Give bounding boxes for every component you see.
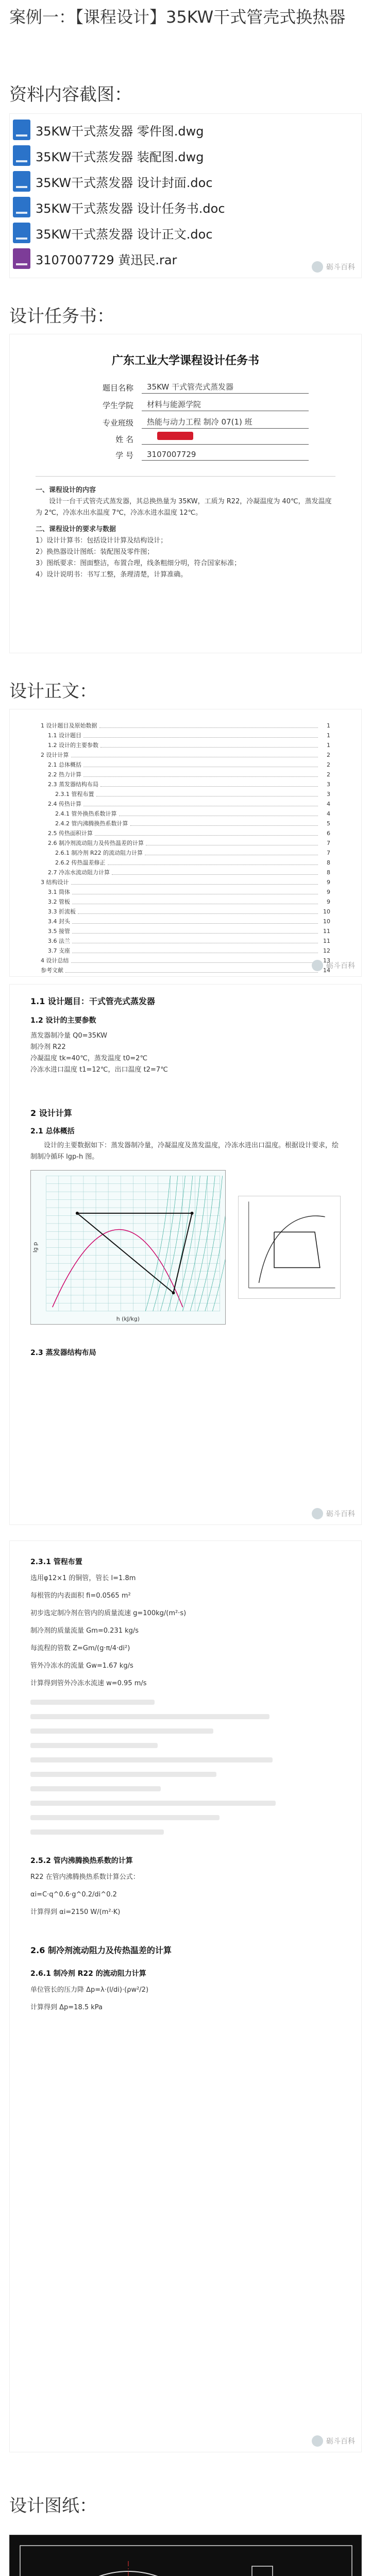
toc-leader	[95, 828, 318, 836]
watermark: 砺斗百科	[312, 261, 355, 273]
file-item[interactable]	[13, 143, 361, 168]
task-document	[9, 334, 362, 653]
file-item[interactable]	[13, 246, 361, 272]
toc-entry[interactable]	[41, 819, 330, 828]
toc-leader	[130, 819, 318, 826]
toc-leader	[83, 760, 318, 767]
task-doc-title: 广东工业大学课程设计任务书	[111, 354, 259, 367]
page-title: 案例一：【课程设计】35KW干式管壳式换热器	[9, 7, 346, 27]
toc-leader	[108, 858, 318, 865]
section-heading-files: 资料内容截图：	[9, 84, 132, 105]
file-item[interactable]	[13, 117, 361, 143]
toc-page-number: 9	[327, 899, 330, 905]
file-name: 35KW干式蒸发器 设计任务书.doc	[36, 201, 225, 216]
cycle-point	[191, 1212, 194, 1215]
toc-page-number: 11	[323, 938, 330, 944]
toc-page-number: 8	[327, 859, 330, 866]
cycle-line	[77, 1213, 192, 1293]
toc-entry-title: 2.3.1 管程布置	[55, 791, 94, 798]
toc-entry[interactable]	[41, 956, 330, 965]
toc-page-number: 5	[327, 820, 330, 827]
toc-page-number: 2	[327, 771, 330, 778]
toc-leader	[96, 789, 318, 796]
toc-entry-title: 3.3 折流板	[48, 908, 76, 915]
formula-line	[30, 1743, 158, 1748]
toc-page	[9, 709, 362, 977]
heading-1-1: 1.1 设计题目：干式管壳式蒸发器	[30, 996, 155, 1006]
toc-entry-title: 1 设计题目及原始数据	[41, 722, 97, 729]
calc-line: 计算得到 Δp=18.5 kPa	[30, 2004, 103, 2011]
toc-page-number: 10	[323, 918, 330, 925]
toc-page-number: 4	[327, 810, 330, 817]
toc-entry-title: 2.4.2 管内沸腾换热系数计算	[55, 820, 128, 827]
toc-entry-title: 1.2 设计的主要参数	[48, 742, 98, 749]
toc-page-number: 13	[323, 957, 330, 964]
toc-entry[interactable]	[41, 760, 330, 770]
toc-leader	[119, 809, 318, 816]
toc-entry[interactable]	[41, 740, 330, 750]
toc-leader	[112, 868, 318, 875]
formula-line	[30, 1801, 276, 1806]
file-item[interactable]	[13, 220, 361, 246]
saturation-curve	[53, 1230, 183, 1308]
doc-file-icon	[13, 223, 30, 243]
toc-entry[interactable]	[41, 721, 330, 731]
file-list-panel	[9, 113, 362, 278]
toc-page-number: 10	[323, 908, 330, 915]
toc-entry-title: 3.6 法兰	[48, 938, 70, 944]
toc-entry[interactable]	[41, 858, 330, 868]
section-heading-body: 设计正文：	[9, 681, 97, 702]
watermark-logo-icon	[312, 261, 323, 273]
toc-page-number: 8	[327, 869, 330, 876]
toc-entry[interactable]	[41, 770, 330, 779]
toc-entry[interactable]	[41, 877, 330, 887]
form-row: 姓 名	[82, 434, 309, 445]
cad-drawing-1	[9, 2535, 362, 2576]
toc-entry-title: 2.6.2 传热温差修正	[55, 859, 106, 866]
toc-page-number: 9	[327, 879, 330, 886]
calc-line: 计算得到管外冷冻水流速 w=0.95 m/s	[30, 1680, 147, 1687]
toc-page-number: 1	[327, 742, 330, 749]
toc-leader	[83, 770, 318, 777]
toc-entry-title: 2.5 传热面积计算	[48, 830, 93, 837]
param-line: 制冷剂 R22	[30, 1043, 66, 1051]
toc-page-number: 3	[327, 781, 330, 788]
body-page-1	[9, 984, 362, 1525]
form-row: 专业班级 热能与动力工程 制冷 07(1) 班	[82, 416, 309, 429]
calc-line: 单位管长的压力降 Δp=λ·(l/di)·(ρw²/2)	[30, 1986, 149, 1994]
calc-line: 每流程的管数 Z=Gm/(g·π/4·di²)	[30, 1645, 130, 1652]
body-text: 设计的主要数据如下：蒸发器制冷量，冷凝温度及蒸发温度，冷冻水进出口温度。根据设计要求，绘制制冷循环 lgp-h 图。	[30, 1142, 339, 1161]
toc-page-number: 4	[327, 801, 330, 807]
toc-leader	[83, 799, 318, 806]
file-name: 3107007729 黄迅民.rar	[36, 252, 177, 267]
calc-line: 计算得到 αi=2150 W/(m²·K)	[30, 1908, 121, 1916]
toc-entry-title: 参考文献	[41, 967, 63, 974]
watermark: 砺斗百科	[312, 960, 355, 971]
watermark-logo-icon	[312, 1508, 323, 1519]
toc-entry-title: 2.6.1 制冷剂 R22 的流动阻力计算	[55, 850, 143, 856]
toc-entry[interactable]	[41, 809, 330, 819]
cycle-sketch	[238, 1196, 341, 1299]
toc-leader	[72, 917, 318, 924]
toc-entry-title: 4 设计总结	[41, 957, 69, 964]
calc-line: αi=C·q^0.6·g^0.2/di^0.2	[30, 1891, 117, 1899]
isentrope-line	[197, 1176, 222, 1311]
task-section-2-title: 二、课程设计的要求与数据	[36, 526, 116, 533]
lgp-h-chart	[30, 1170, 226, 1325]
param-line: 蒸发器制冷量 Q0=35KW	[30, 1032, 107, 1040]
form-row: 题目名称 35KW 干式管壳式蒸发器	[82, 381, 309, 394]
toc-entry[interactable]	[41, 936, 330, 946]
toc-entry-title: 3.7 支座	[48, 947, 70, 954]
chart-y-label: lg p	[31, 1242, 39, 1253]
cycle-point	[172, 1291, 175, 1294]
toc-entry[interactable]	[41, 917, 330, 926]
calc-line: R22 在管内沸腾换热系数计算公式：	[30, 1873, 140, 1881]
section-heading-drawings: 设计图纸：	[9, 2496, 97, 2516]
toc-entry[interactable]	[41, 946, 330, 956]
toc-entry[interactable]	[41, 731, 330, 740]
heading-2-3: 2.3 蒸发器结构布局	[30, 1349, 96, 1357]
table-of-contents	[41, 721, 330, 975]
formula-line	[30, 1829, 164, 1835]
calc-line: 管外冷冻水的流量 Gw=1.67 kg/s	[30, 1662, 133, 1670]
task-section-1-title: 一、课程设计的内容	[36, 486, 96, 494]
toc-leader	[78, 907, 318, 914]
calc-line: 初步选定制冷剂在管内的质量流速 g=100kg/(m²·s)	[30, 1609, 187, 1617]
task-list-item: 2）换热器设计图纸：装配图及零件图；	[36, 548, 154, 556]
calc-lines	[30, 1985, 341, 2013]
watermark: 砺斗百科	[312, 1508, 355, 1519]
task-body	[36, 476, 335, 581]
toc-leader	[146, 838, 318, 845]
tube-sheet-drawing	[10, 2535, 362, 2576]
formula-line	[30, 1700, 155, 1705]
toc-page-number: 11	[323, 928, 330, 935]
toc-entry[interactable]	[41, 897, 330, 907]
toc-leader	[72, 926, 318, 934]
toc-page-number: 12	[323, 947, 330, 954]
toc-leader	[99, 721, 318, 728]
toc-page-number: 1	[327, 722, 330, 729]
task-list-item: 4）设计说明书：书写工整，条理清楚，计算准确。	[36, 571, 188, 579]
heading-2-1: 2.1 总体概括	[30, 1127, 75, 1136]
formula-area	[30, 1700, 341, 1835]
toc-leader	[72, 887, 318, 894]
diagram-row	[30, 1170, 341, 1325]
toc-entry[interactable]	[41, 887, 330, 897]
toc-leader	[71, 750, 318, 757]
toc-entry-title: 3.2 管板	[48, 899, 70, 905]
dwg-file-icon	[13, 120, 30, 140]
isentrope-line	[160, 1176, 185, 1311]
toc-entry-title: 1.1 设计题目	[48, 732, 81, 739]
watermark: 砺斗百科	[312, 2435, 355, 2447]
toc-entry-title: 3.5 接管	[48, 928, 70, 935]
chart-x-label: h (kJ/kg)	[116, 1315, 140, 1323]
toc-entry[interactable]	[41, 799, 330, 809]
toc-entry[interactable]	[41, 848, 330, 858]
formula-line	[30, 1714, 269, 1719]
toc-entry-title: 3 结构设计	[41, 879, 69, 886]
toc-page-number: 7	[327, 840, 330, 846]
toc-entry-title: 3.1 筒体	[48, 889, 70, 895]
toc-leader	[72, 936, 318, 943]
heading-2-6: 2.6 制冷剂流动阻力及传热温差的计算	[30, 1945, 172, 1955]
file-name: 35KW干式蒸发器 装配图.dwg	[36, 149, 204, 164]
toc-entry[interactable]	[41, 965, 330, 975]
toc-entry-title: 2.4.1 管外换热系数计算	[55, 810, 117, 817]
toc-entry-title: 2.4 传热计算	[48, 801, 81, 807]
toc-page-number: 9	[327, 889, 330, 895]
param-line: 冷凝温度 tk=40℃，蒸发温度 t0=2℃	[30, 1055, 148, 1062]
rar-file-icon	[13, 248, 30, 269]
calc-lines	[30, 1872, 341, 1918]
toc-leader	[83, 731, 318, 738]
toc-leader	[145, 848, 318, 855]
toc-entry-title: 2.1 总体概括	[48, 761, 81, 768]
calc-line: 每根管的内表面积 fi=0.0565 m²	[30, 1592, 131, 1600]
watermark-logo-icon	[312, 2435, 323, 2447]
cycle-point	[76, 1212, 79, 1215]
heading-2: 2 设计计算	[30, 1108, 72, 1118]
isentrope-line	[190, 1176, 215, 1311]
chart-curves	[53, 1176, 226, 1311]
toc-entry-title: 2.7 冷冻水流动阻力计算	[48, 869, 110, 876]
toc-leader	[71, 956, 318, 963]
toc-leader	[71, 877, 318, 885]
toc-page-number: 6	[327, 830, 330, 837]
toc-entry[interactable]	[41, 926, 330, 936]
toc-entry[interactable]	[41, 868, 330, 877]
dwg-file-icon	[13, 145, 30, 166]
file-name: 35KW干式蒸发器 设计封面.doc	[36, 175, 213, 190]
toc-page-number: 2	[327, 761, 330, 768]
calc-line: 选用φ12×1 的铜管，管长 l=1.8m	[30, 1574, 136, 1582]
toc-entry[interactable]	[41, 789, 330, 799]
toc-entry[interactable]	[41, 907, 330, 917]
task-form	[82, 381, 309, 461]
toc-entry[interactable]	[41, 838, 330, 848]
file-name: 35KW干式蒸发器 设计正文.doc	[36, 227, 213, 242]
toc-entry-title: 2.6 制冷剂流动阻力及传热温差的计算	[48, 840, 144, 846]
heading-1-2: 1.2 设计的主要参数	[30, 1016, 96, 1025]
toc-page-number: 14	[323, 967, 330, 974]
isentrope-line	[212, 1176, 225, 1311]
toc-entry-title: 2.3 蒸发器结构布局	[48, 781, 98, 788]
formula-line	[30, 1786, 161, 1791]
doc-file-icon	[13, 171, 30, 192]
formula-line	[30, 1772, 216, 1777]
formula-line	[30, 1815, 220, 1820]
doc-file-icon	[13, 197, 30, 217]
chart-marks	[76, 1212, 194, 1294]
toc-page-number: 1	[327, 732, 330, 739]
formula-line	[30, 1757, 273, 1762]
toc-entry[interactable]	[41, 828, 330, 838]
toc-page-number: 7	[327, 850, 330, 856]
heading-2-5-2: 2.5.2 管内沸腾换热系数的计算	[30, 1857, 133, 1865]
task-section-1-text: 设计一台干式管壳式蒸发器，其总换热量为 35KW，工质为 R22，冷凝温度为 40℃，蒸发温度为 2℃，冷冻水出水温度 7℃，冷冻水进水温度 12℃。	[36, 498, 332, 517]
toc-entry-title: 3.4 封头	[48, 918, 70, 925]
formula-line	[30, 1728, 213, 1734]
calc-lines	[30, 1573, 341, 1689]
params-list	[30, 1030, 341, 1076]
calc-line: 制冷剂的质量流量 Gm=0.231 kg/s	[30, 1627, 139, 1635]
toc-entry[interactable]	[41, 779, 330, 789]
body-page-2	[9, 1540, 362, 2452]
param-line: 冷冻水进口温度 t1=12℃，出口温度 t2=7℃	[30, 1066, 168, 1074]
section-heading-task: 设计任务书：	[9, 306, 114, 327]
heading-2-3-1: 2.3.1 管程布置	[30, 1558, 82, 1566]
toc-entry-title: 2 设计计算	[41, 752, 69, 758]
isentrope-line	[175, 1176, 200, 1311]
file-item[interactable]	[13, 194, 361, 220]
toc-leader	[72, 897, 318, 904]
toc-leader	[65, 965, 318, 973]
toc-page-number: 3	[327, 791, 330, 798]
chart-grid	[46, 1176, 220, 1311]
isentrope-line	[205, 1176, 226, 1311]
form-row: 学 号 3107007729	[82, 450, 309, 461]
toc-leader	[100, 779, 318, 787]
file-name: 35KW干式蒸发器 零件图.dwg	[36, 124, 204, 139]
file-item[interactable]	[13, 168, 361, 194]
redaction-mark	[157, 432, 193, 440]
task-list-item: 1）设计计算书：包括设计计算及结构设计；	[36, 537, 167, 545]
file-list	[13, 117, 361, 272]
heading-2-6-1: 2.6.1 制冷剂 R22 的流动阻力计算	[30, 1970, 146, 1978]
toc-entry[interactable]	[41, 750, 330, 760]
task-list-item: 3）图纸要求：图面整洁，布置合理，线条粗细分明，符合国家标准；	[36, 560, 241, 567]
form-row: 学生学院 材料与能源学院	[82, 399, 309, 411]
watermark-logo-icon	[312, 960, 323, 971]
toc-leader	[100, 740, 318, 748]
toc-page-number: 2	[327, 752, 330, 758]
toc-leader	[72, 946, 318, 953]
toc-entry-title: 2.2 热力计算	[48, 771, 81, 778]
